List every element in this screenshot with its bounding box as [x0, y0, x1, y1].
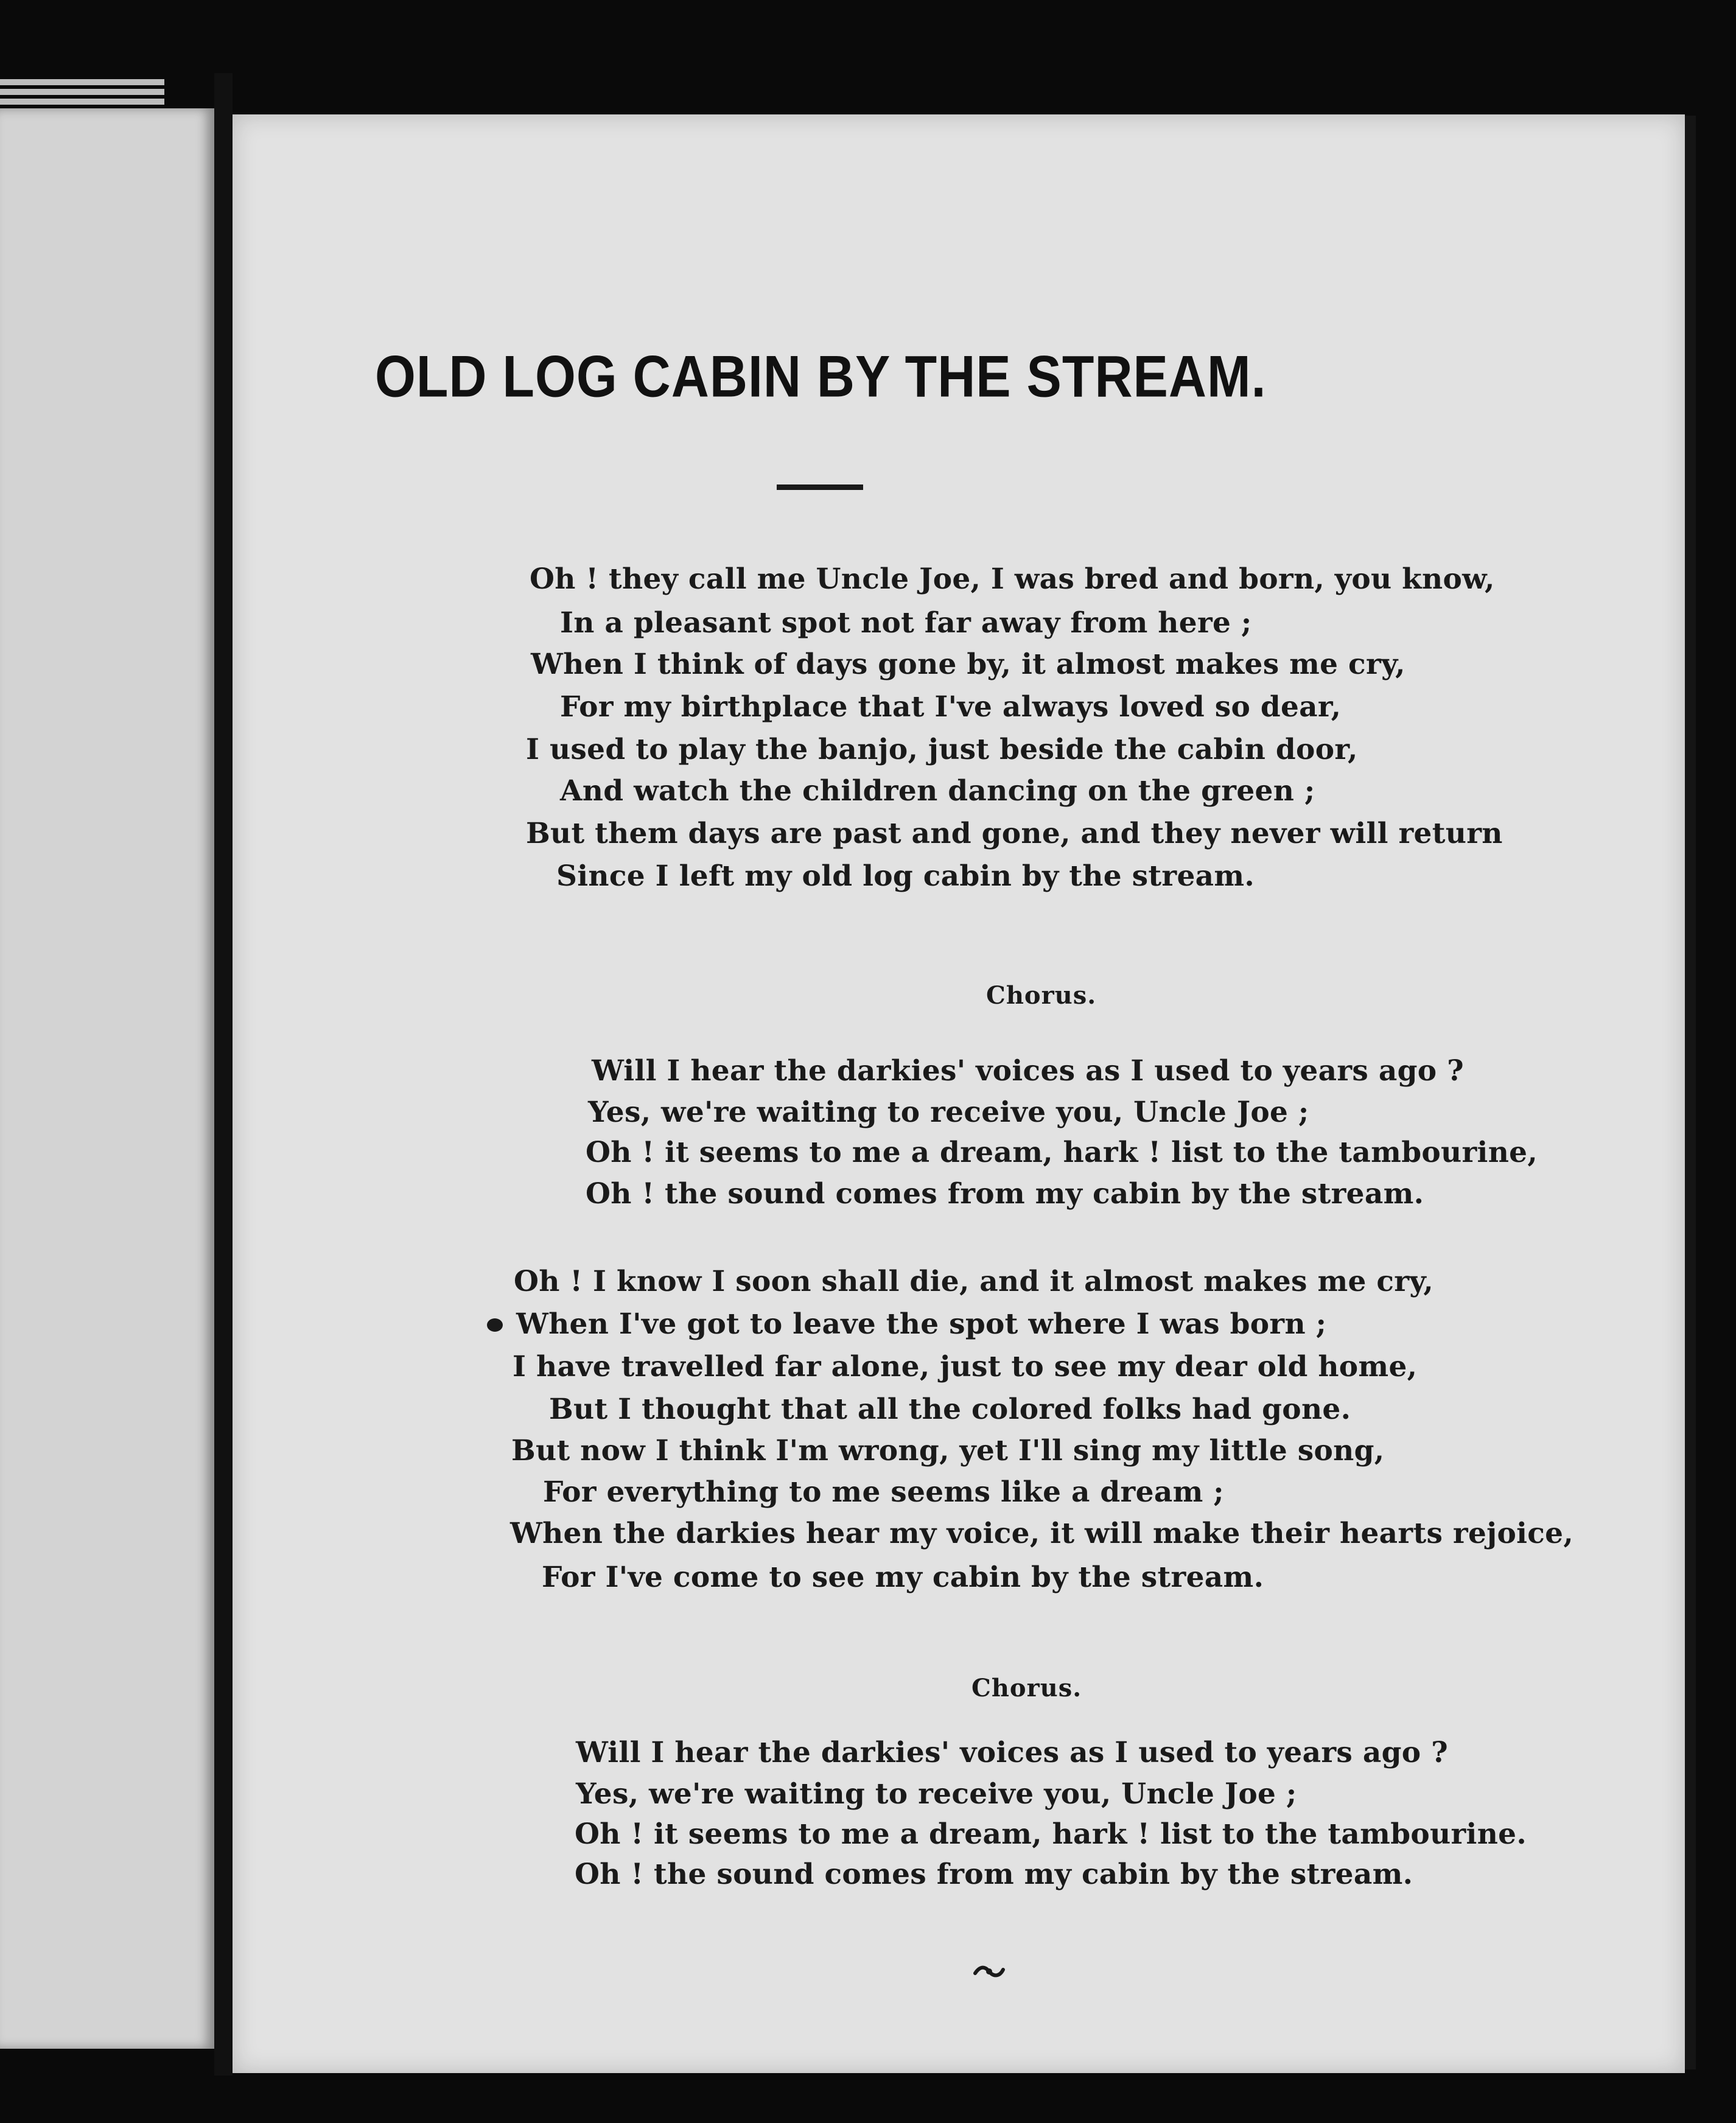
chorus1-line: Yes, we're waiting to receive you, Uncle Joe ;: [588, 1096, 1309, 1129]
verse2-line: Oh ! I know I soon shall die, and it almost makes me cry,: [514, 1265, 1434, 1298]
title-rule: [777, 484, 863, 490]
page-right-edge: [1685, 116, 1696, 2069]
page-edge-stack: [0, 79, 164, 85]
left-page: [0, 108, 214, 2049]
chorus2-line: Yes, we're waiting to receive you, Uncle Joe ;: [576, 1777, 1297, 1811]
book-gutter: [214, 73, 233, 2076]
printers-ornament-icon: [973, 1962, 1006, 1981]
verse2-line: But now I think I'm wrong, yet I'll sing my little song,: [511, 1434, 1385, 1467]
song-title: OLD LOG CABIN BY THE STREAM.: [375, 344, 1267, 410]
chorus-heading: Chorus.: [971, 1674, 1082, 1702]
verse2-line: I have travelled far alone, just to see my dear old home,: [513, 1350, 1418, 1383]
verse1-line: Oh ! they call me Uncle Joe, I was bred and born, you know,: [530, 562, 1495, 596]
verse1-line: In a pleasant spot not far away from here ;: [560, 606, 1252, 640]
ink-blot-bullet-icon: [486, 1316, 504, 1334]
verse1-line: I used to play the banjo, just beside the cabin door,: [526, 733, 1358, 766]
verse2-line: For everything to me seems like a dream ;: [543, 1475, 1224, 1509]
page-edge-stack: [0, 89, 164, 95]
verse2-line: When I've got to leave the spot where I was born ;: [516, 1307, 1327, 1341]
verse1-line: When I think of days gone by, it almost makes me cry,: [531, 648, 1405, 681]
chorus2-line: Oh ! it seems to me a dream, hark ! list to the tambourine.: [575, 1817, 1527, 1851]
verse2-line: But I thought that all the colored folks had gone.: [549, 1393, 1351, 1426]
verse1-line: Since I left my old log cabin by the stream.: [556, 859, 1255, 893]
page-edge-stack: [0, 99, 164, 105]
chorus1-line: Will I hear the darkies' voices as I used to years ago ?: [592, 1054, 1464, 1088]
chorus2-line: Oh ! the sound comes from my cabin by the stream.: [575, 1858, 1413, 1891]
verse1-line: And watch the children dancing on the green ;: [560, 774, 1315, 808]
verse1-line: For my birthplace that I've always loved so dear,: [560, 690, 1342, 724]
chorus2-line: Will I hear the darkies' voices as I used to years ago ?: [576, 1736, 1448, 1769]
chorus-heading: Chorus.: [986, 981, 1097, 1010]
chorus1-line: Oh ! it seems to me a dream, hark ! list to the tambourine,: [586, 1136, 1538, 1169]
verse1-line: But them days are past and gone, and they never will return: [526, 817, 1503, 850]
chorus1-line: Oh ! the sound comes from my cabin by the stream.: [586, 1177, 1424, 1211]
verse2-line: When the darkies hear my voice, it will make their hearts rejoice,: [510, 1517, 1574, 1550]
verse2-line: For I've come to see my cabin by the stream.: [542, 1561, 1264, 1594]
